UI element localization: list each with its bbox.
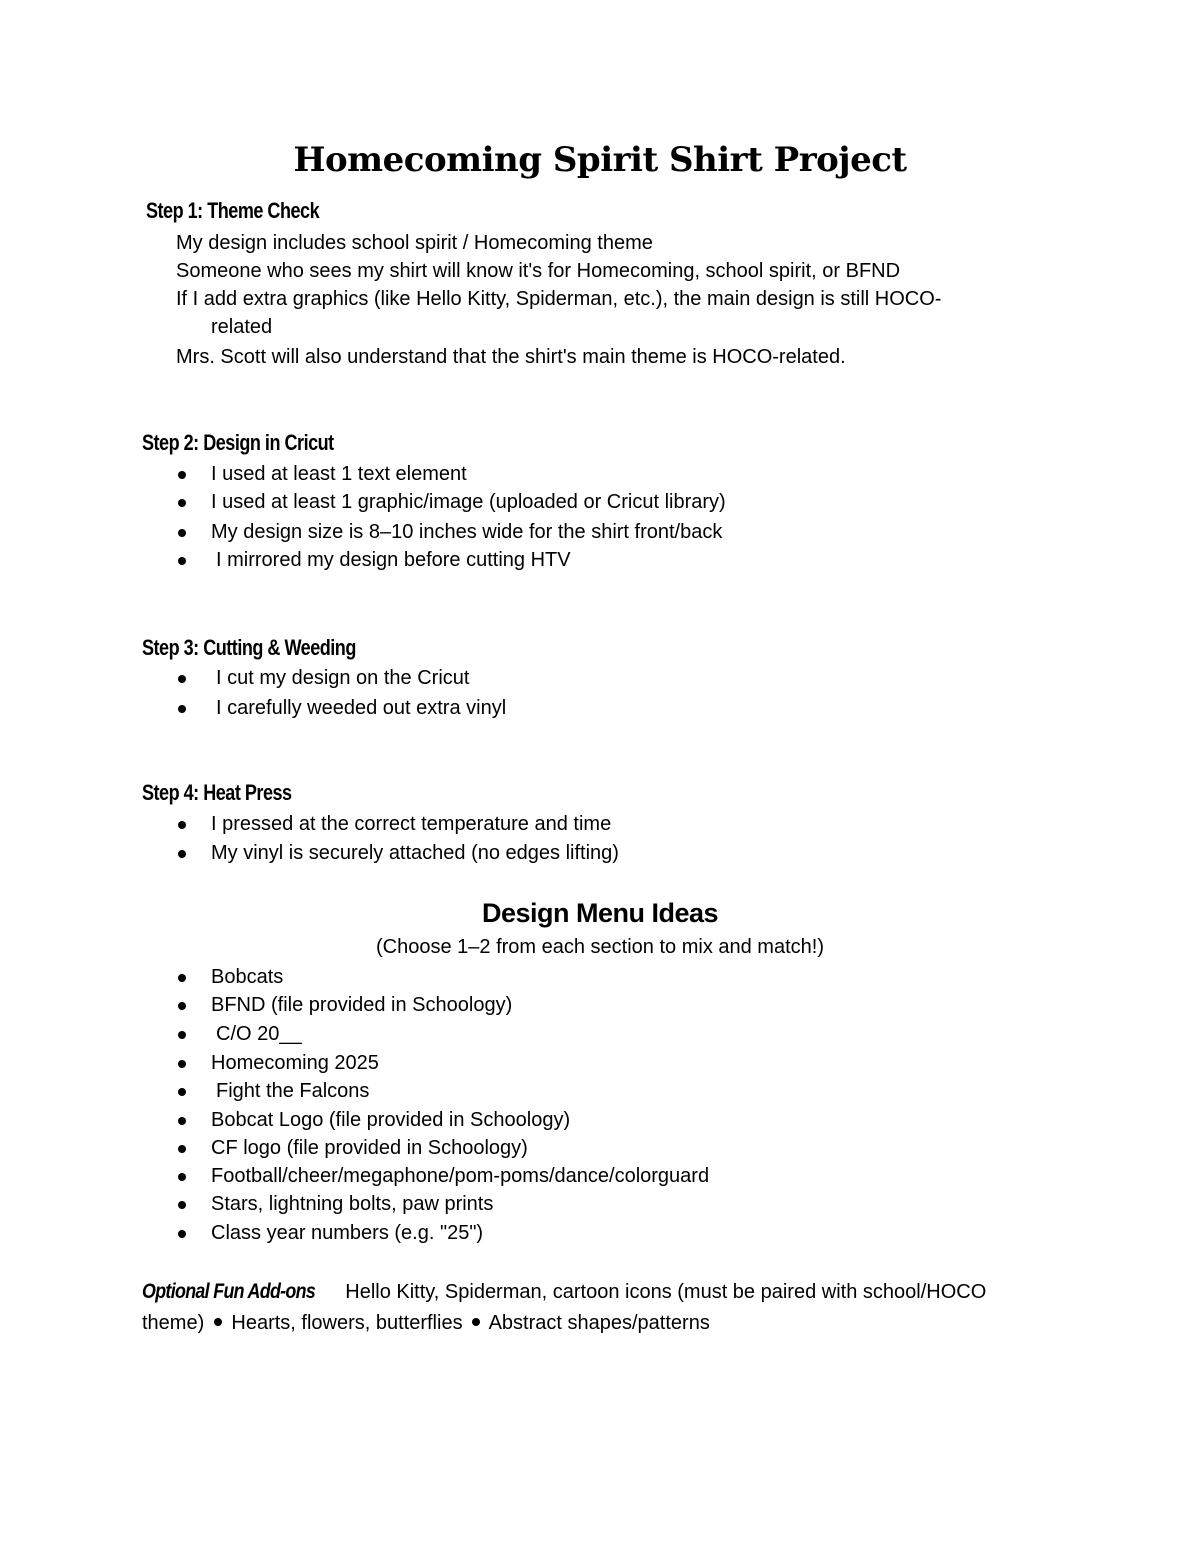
- step2-item-text: I mirrored my design before cutting HTV: [216, 549, 571, 571]
- addons-line-1: [142, 1280, 986, 1304]
- bullet-icon: [178, 471, 186, 479]
- menu-item-text: BFND (file provided in Schoology): [211, 994, 513, 1016]
- step2-item-text: I used at least 1 graphic/image (uploaded or Cricut library): [211, 491, 726, 513]
- step2-item-text: I used at least 1 text element: [211, 463, 467, 485]
- step4-item-text: I pressed at the correct temperature and time: [211, 813, 612, 835]
- addons-text-part2: Hearts, flowers, butterflies: [231, 1312, 463, 1334]
- bullet-icon: [178, 1230, 186, 1238]
- step2-heading: Step 2: Design in Cricut: [142, 430, 334, 455]
- menu-subtitle: (Choose 1–2 from each section to mix and match!): [376, 936, 824, 958]
- addons-text: Hello Kitty, Spiderman, cartoon icons (must be paired with school/HOCO: [345, 1281, 987, 1303]
- addons-text-part3: Abstract shapes/patterns: [488, 1312, 710, 1334]
- menu-title: Design Menu Ideas: [481, 898, 719, 928]
- page-title: Homecoming Spirit Shirt Project: [293, 140, 907, 180]
- step1-item: If I add extra graphics (like Hello Kitty, Spiderman, etc.), the main design is still HOCO-: [176, 288, 942, 310]
- bullet-icon: [178, 1060, 186, 1068]
- menu-item-text: C/O 20__: [216, 1023, 302, 1045]
- addons-line-2: [142, 1311, 710, 1335]
- step4-item-text: My vinyl is securely attached (no edges lifting): [211, 842, 619, 864]
- step3-heading: Step 3: Cutting & Weeding: [142, 635, 356, 660]
- menu-item-text: Homecoming 2025: [211, 1052, 379, 1074]
- bullet-icon: [178, 1031, 186, 1039]
- bullet-icon: [178, 675, 186, 683]
- bullet-icon: [214, 1318, 222, 1326]
- bullet-icon: [178, 705, 186, 713]
- step1-item: Mrs. Scott will also understand that the shirt's main theme is HOCO-related.: [176, 346, 846, 368]
- menu-item-text: Bobcat Logo (file provided in Schoology): [211, 1109, 571, 1131]
- bullet-icon: [178, 1173, 186, 1181]
- menu-item-text: Class year numbers (e.g. "25"): [211, 1222, 484, 1244]
- step1-heading: Step 1: Theme Check: [146, 198, 320, 223]
- step1-item: My design includes school spirit / Homecoming theme: [176, 232, 653, 254]
- bullet-icon: [178, 821, 186, 829]
- bullet-icon: [178, 850, 186, 858]
- step4-heading: Step 4: Heat Press: [142, 780, 292, 805]
- bullet-icon: [178, 974, 186, 982]
- step3-item-text: I carefully weeded out extra vinyl: [216, 697, 507, 719]
- step3-item-text: I cut my design on the Cricut: [216, 667, 470, 689]
- bullet-icon: [178, 499, 186, 507]
- step2-item-text: My design size is 8–10 inches wide for the shirt front/back: [211, 521, 723, 543]
- menu-item-text: Bobcats: [211, 966, 284, 988]
- bullet-icon: [178, 1088, 186, 1096]
- menu-item-text: Football/cheer/megaphone/pom-poms/dance/colorguard: [211, 1165, 710, 1187]
- bullet-icon: [178, 1201, 186, 1209]
- menu-item-text: CF logo (file provided in Schoology): [211, 1137, 528, 1159]
- addons-text-part1: theme): [142, 1312, 205, 1334]
- bullet-icon: [178, 1002, 186, 1010]
- menu-item-text: Stars, lightning bolts, paw prints: [211, 1193, 494, 1215]
- step1-item-continued: related: [211, 316, 273, 338]
- step1-item: Someone who sees my shirt will know it's for Homecoming, school spirit, or BFND: [176, 260, 901, 282]
- bullet-icon: [178, 529, 186, 537]
- bullet-icon: [472, 1318, 480, 1326]
- bullet-icon: [178, 1117, 186, 1125]
- addons-label: Optional Fun Add-ons: [142, 1280, 316, 1303]
- menu-item-text: Fight the Falcons: [216, 1080, 370, 1102]
- bullet-icon: [178, 557, 186, 565]
- bullet-icon: [178, 1145, 186, 1153]
